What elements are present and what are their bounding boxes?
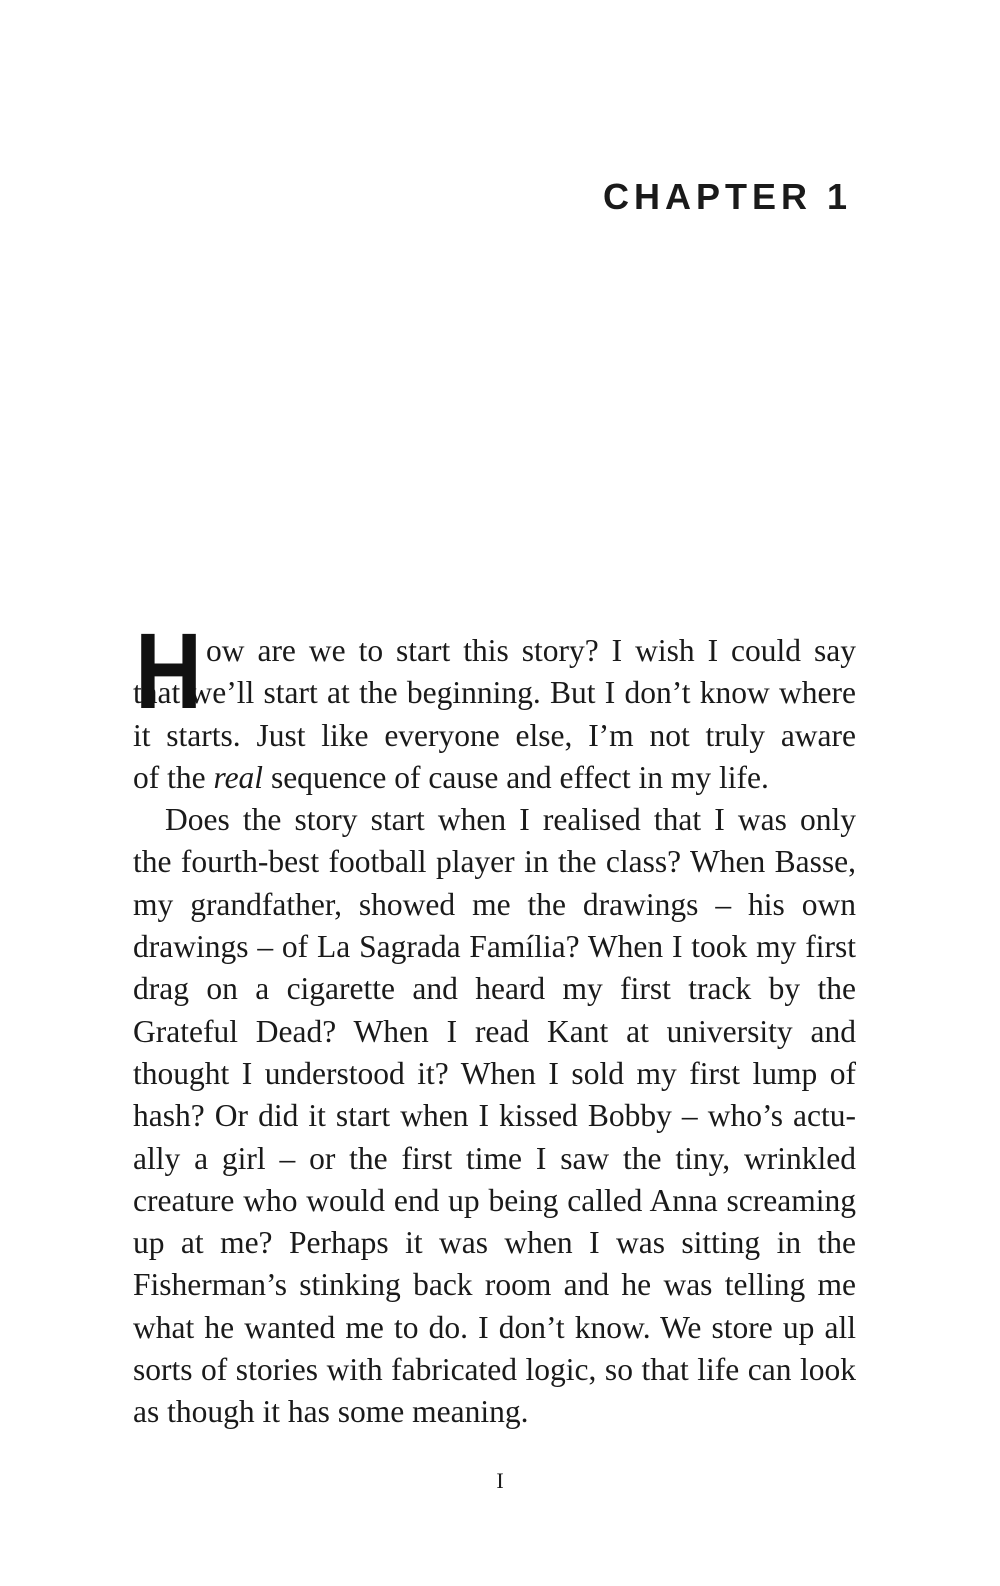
text-line: thought I understood it? When I sold my first lump of (133, 1055, 856, 1091)
chapter-heading: CHAPTER 1 (602, 176, 852, 217)
text-line: ow are we to start this story? I wish I could say (206, 633, 856, 668)
text-line (133, 757, 856, 799)
text-line: as though it has some meaning. (133, 1394, 529, 1430)
paragraph-2 (133, 799, 856, 1433)
body-text (133, 588, 856, 1434)
text-line: it starts. Just like everyone else, I’m not truly aware (133, 717, 856, 753)
text-line: drag on a cigarette and heard my first track by the (133, 971, 856, 1007)
text-line: Does the story start when I realised that I was only (165, 802, 856, 838)
text-line: up at me? Perhaps it was when I was sitting in the (133, 1225, 856, 1261)
text-line: that we’ll start at the beginning. But I don’t know where (133, 675, 856, 711)
text-line: Fisherman’s stinking back room and he was telling me (133, 1267, 856, 1303)
text-run: of the (133, 759, 214, 795)
text-line: creature who would end up being called Anna screaming (133, 1182, 856, 1218)
paragraph-1 (133, 610, 856, 799)
text-line: drawings – of La Sagrada Família? When I took my first (133, 929, 856, 965)
italic-word: real (213, 759, 264, 795)
text-line: the fourth-best football player in the class? When Basse, (133, 844, 856, 880)
text-line: what he wanted me to do. I don’t know. We store up all (133, 1309, 856, 1345)
text-line: sorts of stories with fabricated logic, so that life can look (133, 1352, 856, 1388)
drop-cap: H (135, 610, 203, 731)
text-run: sequence of cause and effect in my life. (263, 759, 769, 795)
text-line: ally a girl – or the first time I saw the tiny, wrinkled (133, 1140, 856, 1176)
page-number: I (496, 1468, 504, 1493)
text-line: my grandfather, showed me the drawings – his own (133, 886, 856, 922)
text-line: Grateful Dead? When I read Kant at university and (133, 1013, 856, 1049)
text-line: hash? Or did it start when I kissed Bobby – who’s actu- (133, 1098, 856, 1134)
